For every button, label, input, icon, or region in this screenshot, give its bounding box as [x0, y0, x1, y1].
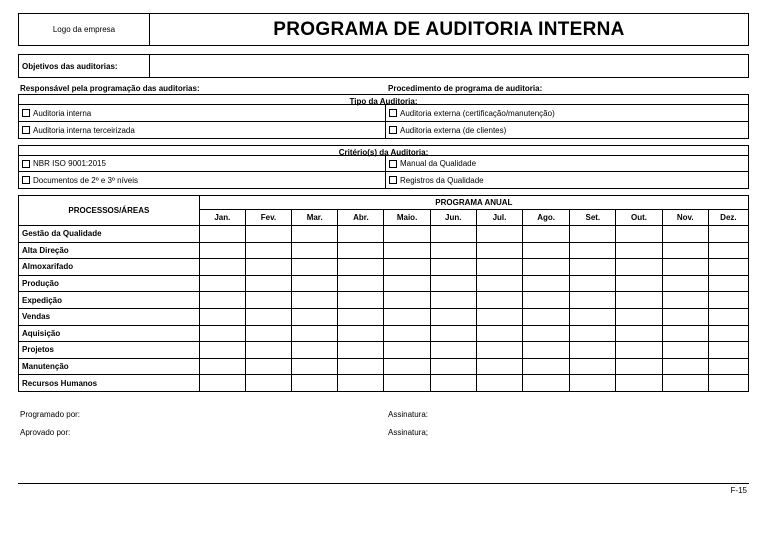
- schedule-cell[interactable]: [570, 292, 616, 309]
- schedule-cell[interactable]: [338, 226, 384, 243]
- process-name: Projetos: [19, 342, 200, 359]
- schedule-cell[interactable]: [570, 342, 616, 359]
- schedule-cell[interactable]: [384, 325, 430, 342]
- schedule-cell[interactable]: [245, 342, 291, 359]
- month-header: Nov.: [662, 209, 708, 225]
- schedule-cell[interactable]: [199, 342, 245, 359]
- schedule-cell[interactable]: [708, 342, 748, 359]
- schedule-cell[interactable]: [523, 342, 570, 359]
- schedule-cell[interactable]: [199, 242, 245, 259]
- schedule-cell[interactable]: [430, 275, 476, 292]
- option-label: NBR ISO 9001:2015: [33, 159, 106, 168]
- process-header: PROCESSOS/ÁREAS: [19, 196, 200, 226]
- schedule-cell[interactable]: [199, 325, 245, 342]
- schedule-cell[interactable]: [384, 358, 430, 375]
- checkbox-auditoria-externa-cert[interactable]: [389, 109, 397, 117]
- schedule-cell[interactable]: [616, 342, 662, 359]
- schedule-cell[interactable]: [570, 308, 616, 325]
- logo-cell: [19, 14, 150, 45]
- criteria-option-row-1-right: [386, 156, 748, 172]
- schedule-cell[interactable]: [616, 358, 662, 375]
- schedule-cell[interactable]: [570, 325, 616, 342]
- schedule-cell[interactable]: [523, 375, 570, 392]
- process-table-body: [19, 226, 749, 392]
- schedule-cell[interactable]: [199, 275, 245, 292]
- schedule-cell[interactable]: [708, 242, 748, 259]
- schedule-cell[interactable]: [476, 226, 522, 243]
- month-header: Maio.: [384, 209, 430, 225]
- schedule-cell[interactable]: [292, 375, 338, 392]
- audit-type-title: Tipo da Auditoria:: [349, 97, 418, 106]
- schedule-cell[interactable]: [662, 325, 708, 342]
- procedure-label: Procedimento de programa de auditoria:: [388, 84, 543, 93]
- schedule-cell[interactable]: [616, 375, 662, 392]
- schedule-cell[interactable]: [338, 375, 384, 392]
- schedule-cell[interactable]: [476, 292, 522, 309]
- schedule-cell[interactable]: [384, 259, 430, 276]
- schedule-cell[interactable]: [199, 259, 245, 276]
- schedule-cell[interactable]: [616, 308, 662, 325]
- schedule-cell[interactable]: [384, 242, 430, 259]
- schedule-cell[interactable]: [523, 259, 570, 276]
- schedule-cell[interactable]: [476, 275, 522, 292]
- schedule-cell[interactable]: [430, 242, 476, 259]
- process-name: Aquisição: [19, 325, 200, 342]
- schedule-cell[interactable]: [199, 358, 245, 375]
- schedule-cell[interactable]: [292, 242, 338, 259]
- schedule-cell[interactable]: [662, 375, 708, 392]
- table-row: [19, 358, 749, 375]
- schedule-cell[interactable]: [708, 226, 748, 243]
- responsible-label: Responsável pela programação das auditorias:: [20, 84, 200, 93]
- schedule-cell[interactable]: [292, 358, 338, 375]
- schedule-cell[interactable]: [292, 275, 338, 292]
- schedule-cell[interactable]: [523, 325, 570, 342]
- schedule-cell[interactable]: [292, 259, 338, 276]
- schedule-cell[interactable]: [662, 342, 708, 359]
- schedule-cell[interactable]: [616, 242, 662, 259]
- annual-schedule-table: [18, 195, 749, 392]
- schedule-cell[interactable]: [570, 226, 616, 243]
- schedule-cell[interactable]: [338, 292, 384, 309]
- process-name: Expedição: [19, 292, 200, 309]
- schedule-cell[interactable]: [616, 275, 662, 292]
- signature-label-2: Assinatura;: [388, 428, 429, 437]
- schedule-cell[interactable]: [570, 358, 616, 375]
- schedule-cell[interactable]: [662, 292, 708, 309]
- schedule-cell[interactable]: [708, 358, 748, 375]
- audit-option-row-2-left: [19, 122, 386, 138]
- month-header: Set.: [570, 209, 616, 225]
- schedule-cell[interactable]: [384, 292, 430, 309]
- checkbox-iso-9001[interactable]: [22, 160, 30, 168]
- table-row: [19, 292, 749, 309]
- audit-option-row-1-right: [386, 105, 748, 122]
- schedule-cell[interactable]: [616, 259, 662, 276]
- process-name: Gestão da Qualidade: [19, 226, 200, 243]
- criteria-title-row: [19, 146, 748, 156]
- approved-by-label: Aprovado por:: [20, 428, 71, 437]
- schedule-cell[interactable]: [245, 292, 291, 309]
- month-header: Ago.: [523, 209, 570, 225]
- option-label: Auditoria externa (certificação/manutenção): [400, 108, 555, 118]
- schedule-cell[interactable]: [384, 342, 430, 359]
- schedule-cell[interactable]: [245, 275, 291, 292]
- schedule-cell[interactable]: [708, 375, 748, 392]
- schedule-cell[interactable]: [199, 292, 245, 309]
- option-label: Auditoria interna: [33, 108, 92, 118]
- checkbox-auditoria-terceirizada[interactable]: [22, 126, 30, 134]
- schedule-cell[interactable]: [430, 308, 476, 325]
- schedule-cell[interactable]: [245, 358, 291, 375]
- schedule-cell[interactable]: [430, 342, 476, 359]
- schedule-cell[interactable]: [476, 259, 522, 276]
- criteria-box: [18, 145, 749, 189]
- schedule-cell[interactable]: [708, 292, 748, 309]
- schedule-cell[interactable]: [662, 259, 708, 276]
- month-header: Dez.: [708, 209, 748, 225]
- criteria-title: Critério(s) da Auditoria:: [338, 148, 429, 157]
- schedule-cell[interactable]: [430, 226, 476, 243]
- schedule-cell[interactable]: [430, 292, 476, 309]
- table-row: [19, 375, 749, 392]
- process-name: Alta Direção: [19, 242, 200, 259]
- month-header: Fev.: [245, 209, 291, 225]
- schedule-cell[interactable]: [570, 259, 616, 276]
- option-label: Registros da Qualidade: [400, 175, 484, 185]
- audit-option-row-2-right: [386, 122, 748, 138]
- schedule-cell[interactable]: [338, 325, 384, 342]
- schedule-cell[interactable]: [616, 325, 662, 342]
- schedule-cell[interactable]: [476, 358, 522, 375]
- objectives-field[interactable]: [150, 55, 748, 77]
- footer-divider: [18, 483, 749, 484]
- checkbox-documentos[interactable]: [22, 176, 30, 184]
- schedule-cell[interactable]: [616, 226, 662, 243]
- schedule-cell[interactable]: [662, 226, 708, 243]
- table-row: [19, 308, 749, 325]
- schedule-cell[interactable]: [338, 242, 384, 259]
- schedule-cell[interactable]: [476, 242, 522, 259]
- schedule-cell[interactable]: [523, 292, 570, 309]
- schedule-cell[interactable]: [199, 226, 245, 243]
- schedule-cell[interactable]: [708, 325, 748, 342]
- form-code: F-15: [730, 486, 747, 495]
- schedule-cell[interactable]: [199, 308, 245, 325]
- process-name: Recursos Humanos: [19, 375, 200, 392]
- criteria-option-row-2-right: [386, 172, 748, 188]
- schedule-cell[interactable]: [662, 308, 708, 325]
- schedule-cell[interactable]: [570, 242, 616, 259]
- page-title: PROGRAMA DE AUDITORIA INTERNA: [273, 18, 625, 40]
- schedule-cell[interactable]: [292, 308, 338, 325]
- process-name: Almoxarifado: [19, 259, 200, 276]
- schedule-cell[interactable]: [245, 308, 291, 325]
- criteria-option-row-2-left: [19, 172, 386, 188]
- schedule-cell[interactable]: [292, 342, 338, 359]
- schedule-cell[interactable]: [570, 275, 616, 292]
- schedule-cell[interactable]: [292, 226, 338, 243]
- schedule-cell[interactable]: [384, 308, 430, 325]
- schedule-cell[interactable]: [292, 292, 338, 309]
- month-header: Abr.: [338, 209, 384, 225]
- schedule-cell[interactable]: [245, 375, 291, 392]
- option-label: Auditoria interna terceirizada: [33, 125, 135, 135]
- schedule-cell[interactable]: [245, 325, 291, 342]
- schedule-cell[interactable]: [430, 325, 476, 342]
- month-header: Out.: [616, 209, 662, 225]
- schedule-cell[interactable]: [476, 342, 522, 359]
- schedule-cell[interactable]: [476, 325, 522, 342]
- table-row: [19, 275, 749, 292]
- checkbox-registros[interactable]: [389, 176, 397, 184]
- title-cell: [150, 14, 748, 45]
- month-header: Jan.: [199, 209, 245, 225]
- table-row: [19, 342, 749, 359]
- objectives-box: [18, 54, 749, 78]
- schedule-cell[interactable]: [523, 308, 570, 325]
- schedule-cell[interactable]: [384, 375, 430, 392]
- schedule-cell[interactable]: [523, 358, 570, 375]
- criteria-option-row-1-left: [19, 156, 386, 172]
- schedule-cell[interactable]: [338, 342, 384, 359]
- process-name: Vendas: [19, 308, 200, 325]
- schedule-cell[interactable]: [430, 358, 476, 375]
- option-label: Manual da Qualidade: [400, 159, 477, 168]
- signature-label-1: Assinatura:: [388, 410, 429, 419]
- header-box: [18, 13, 749, 46]
- schedule-cell[interactable]: [476, 375, 522, 392]
- table-row: [19, 325, 749, 342]
- checkbox-auditoria-externa-clientes[interactable]: [389, 126, 397, 134]
- schedule-cell[interactable]: [476, 308, 522, 325]
- schedule-cell[interactable]: [384, 226, 430, 243]
- month-header: Jun.: [430, 209, 476, 225]
- month-header: Jul.: [476, 209, 522, 225]
- schedule-cell[interactable]: [338, 358, 384, 375]
- schedule-cell[interactable]: [523, 242, 570, 259]
- audit-type-box: [18, 94, 749, 139]
- objectives-label: Objetivos das auditorias:: [22, 61, 118, 71]
- schedule-cell[interactable]: [430, 375, 476, 392]
- schedule-cell[interactable]: [245, 242, 291, 259]
- audit-type-title-row: [19, 95, 748, 105]
- schedule-cell[interactable]: [708, 259, 748, 276]
- month-header: Mar.: [292, 209, 338, 225]
- audit-option-row-1-left: [19, 105, 386, 122]
- process-name: Manutenção: [19, 358, 200, 375]
- option-label: Documentos de 2º e 3º níveis: [33, 175, 139, 185]
- schedule-cell[interactable]: [523, 226, 570, 243]
- schedule-cell[interactable]: [662, 242, 708, 259]
- schedule-cell[interactable]: [384, 275, 430, 292]
- schedule-cell[interactable]: [292, 325, 338, 342]
- objectives-label-cell: [19, 55, 150, 77]
- schedule-cell[interactable]: [338, 275, 384, 292]
- option-label: Auditoria externa (de clientes): [400, 125, 507, 135]
- process-name: Produção: [19, 275, 200, 292]
- schedule-cell[interactable]: [338, 308, 384, 325]
- checkbox-manual-qualidade[interactable]: [389, 160, 397, 168]
- schedule-cell[interactable]: [662, 358, 708, 375]
- annual-header: PROGRAMA ANUAL: [199, 196, 748, 210]
- schedule-cell[interactable]: [338, 259, 384, 276]
- schedule-cell[interactable]: [616, 292, 662, 309]
- schedule-cell[interactable]: [708, 275, 748, 292]
- schedule-cell[interactable]: [523, 275, 570, 292]
- schedule-cell[interactable]: [245, 226, 291, 243]
- programmed-by-label: Programado por:: [20, 410, 81, 419]
- logo-label: Logo da empresa: [52, 25, 116, 34]
- schedule-cell[interactable]: [662, 275, 708, 292]
- schedule-cell[interactable]: [245, 259, 291, 276]
- table-row: [19, 226, 749, 243]
- checkbox-auditoria-interna[interactable]: [22, 109, 30, 117]
- schedule-cell[interactable]: [199, 375, 245, 392]
- table-row: [19, 259, 749, 276]
- schedule-cell[interactable]: [430, 259, 476, 276]
- table-row: [19, 242, 749, 259]
- schedule-cell[interactable]: [570, 375, 616, 392]
- schedule-cell[interactable]: [708, 308, 748, 325]
